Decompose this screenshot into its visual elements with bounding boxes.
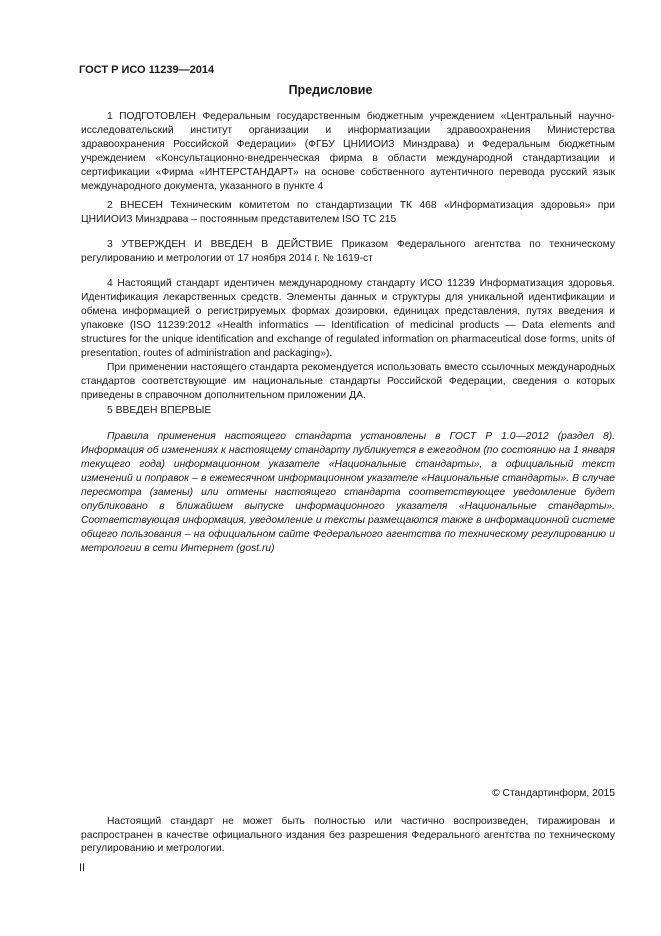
section-5-text: 5 ВВЕДЕН ВПЕРВЫЕ (107, 405, 212, 416)
section-4-note-text: При применении настоящего стандарта рекомендуется использовать вместо ссылочных международных стандартов соответствующие им национальные стандарты Российской Федерации, сведения о которых приведены в справочном дополнительном приложении ДА. (81, 362, 615, 401)
section-2-text: 2 ВНЕСЕН Техническим комитетом по стандартизации ТК 468 «Информатизация здоровья» при ЦНИИОИЗ Минздрава – постоянным представителем ISO TC 215 (81, 200, 615, 225)
section-4 (81, 277, 615, 403)
reproduction-notice-text: Настоящий стандарт не может быть полностью или частично воспроизведен, тиражирован и распространен в качестве официального издания без разрешения Федерального агентства по техническому регулированию и метрологии. (81, 816, 615, 854)
rules-notice (81, 430, 615, 556)
section-2 (81, 199, 615, 227)
copyright-line: © Стандартинформ, 2015 (492, 788, 615, 799)
section-3 (81, 238, 615, 266)
section-3-text: 3 УТВЕРЖДЕН И ВВЕДЕН В ДЕЙСТВИЕ Приказом Федерального агентства по техническому регулированию и метрологии от 17 ноября 2014 г. № 1619-ст (81, 239, 615, 264)
section-1 (81, 110, 615, 194)
section-4-text: 4 Настоящий стандарт идентичен международному стандарту ИСО 11239 Информатизация здоровья. Идентификация лекарственных средств. Элементы данных и структуры для уникальной идентификации и обмена информацией о регистрируемых формах дозировки, единицах представления, путях введения и упаковке (ISO 11239:2012 «Health informatics — Identification of medicinal products — Data elements and structures for the unique identification and exchange of regulated information on pharmaceutical dose forms, units of presentation, routes of administration and packaging»). (81, 278, 615, 359)
section-5 (81, 404, 615, 418)
page-number: II (79, 862, 86, 874)
page-title: Предисловие (288, 83, 373, 97)
rules-notice-text: Правила применения настоящего стандарта установлены в ГОСТ Р 1.0—2012 (раздел 8). Информация об изменениях к настоящему стандарту публикуется в ежегодном (по состоянию на 1 января текущего года) информационном указателе «Национальные стандарты», а официальный текст изменений и поправок – в ежемесячном информационном указателе «Национальные стандарты». В случае пересмотра (замены) или отмены настоящего стандарта соответствующее уведомление будет опубликовано в ближайшем выпуске информационного указателя «Национальные стандарты». Соответствующая информация, уведомление и тексты размещаются также в информационной системе общего пользования – на официальном сайте Федерального агентства по техническому регулированию и метрологии в сети Интернет (gost.ru) (81, 431, 615, 554)
document-code: ГОСТ Р ИСО 11239—2014 (79, 64, 215, 76)
section-1-text: 1 ПОДГОТОВЛЕН Федеральным государственным бюджетным учреждением «Центральный научно-исследовательский институт организации и информатизации здравоохранения Министерства здравоохранения Российской Федерации» (ФГБУ ЦНИИОИЗ Минздрава) и Федеральным бюджетным учреждением «Консультационно-внедренческая фирма в области международной стандартизации и сертификации «Фирма «ИНТЕРСТАНДАРТ» на основе собственного аутентичного перевода русский язык международного документа, указанного в пункте 4 (81, 111, 615, 192)
reproduction-notice (81, 815, 615, 856)
